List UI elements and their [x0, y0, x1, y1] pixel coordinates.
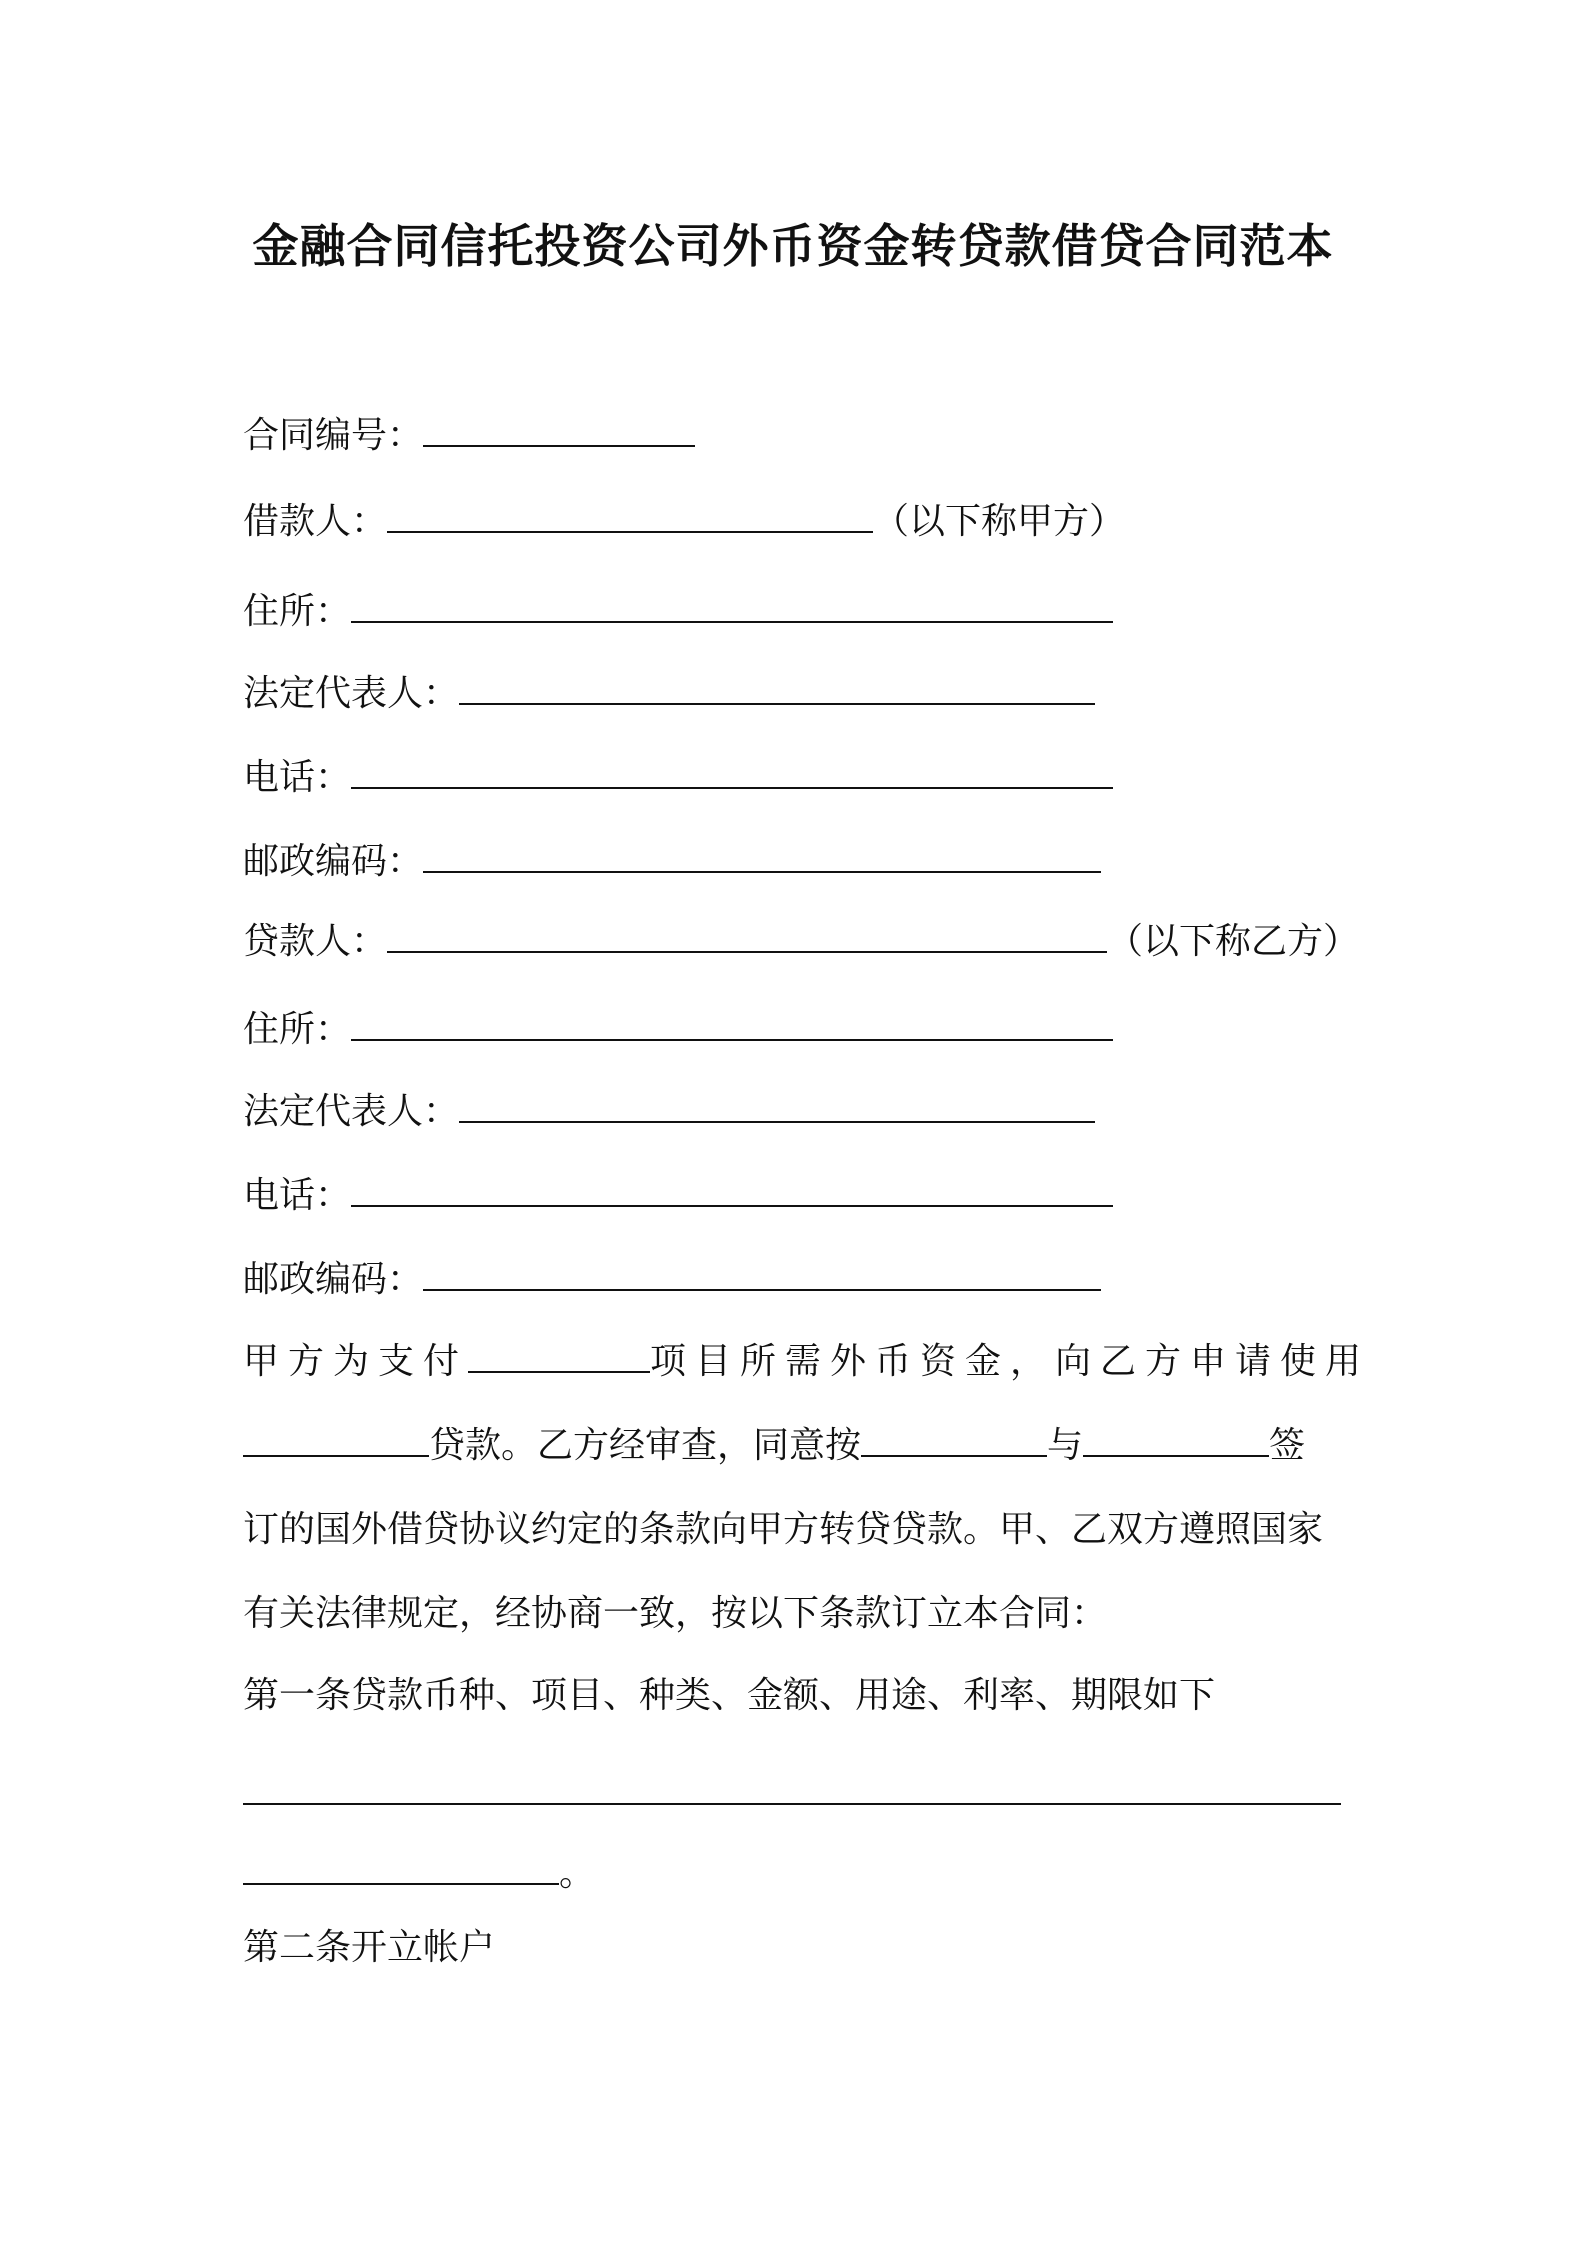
borrower-address-blank[interactable] — [351, 591, 1113, 623]
lender-phone-label: 电话： — [243, 1175, 352, 1216]
lender-postcode-line — [243, 1256, 1101, 1304]
intro-line-2 — [243, 1422, 1355, 1470]
intro-line-1-a: 甲方为支付 — [243, 1341, 469, 1382]
article-1-blank-line-2 — [243, 1850, 1355, 1898]
contract-number-line — [243, 412, 695, 460]
article-1-heading: 第一条贷款币种、项目、种类、金额、用途、利率、期限如下 — [243, 1675, 1216, 1716]
article-1-details-blank-2[interactable] — [243, 1853, 559, 1885]
borrower-name-line — [243, 498, 1125, 546]
borrower-address-line — [243, 588, 1113, 636]
party-two-blank[interactable] — [1083, 1425, 1269, 1457]
lender-name-suffix: （以下称乙方） — [1107, 921, 1360, 962]
intro-line-1-b: 项目所需外币资金，向乙方申请使用 — [650, 1341, 1371, 1382]
lender-phone-line — [243, 1172, 1113, 1220]
article-1-end-mark: 。 — [559, 1853, 596, 1894]
article-1-details-blank[interactable] — [243, 1773, 1341, 1805]
borrower-name-label: 借款人： — [243, 501, 388, 542]
lender-address-line — [243, 1006, 1113, 1054]
borrower-name-blank[interactable] — [387, 501, 873, 533]
article-1-blank-line — [243, 1770, 1355, 1818]
borrower-phone-label: 电话： — [243, 757, 352, 798]
lender-address-blank[interactable] — [351, 1009, 1113, 1041]
party-one-blank[interactable] — [861, 1425, 1047, 1457]
borrower-legal-rep-line — [243, 670, 1095, 718]
borrower-postcode-blank[interactable] — [423, 841, 1101, 873]
lender-phone-blank[interactable] — [351, 1175, 1113, 1207]
intro-line-3: 订的国外借贷协议约定的条款向甲方转贷贷款。甲、乙双方遵照国家 — [243, 1509, 1324, 1550]
lender-postcode-label: 邮政编码： — [243, 1259, 424, 1300]
lender-name-blank[interactable] — [387, 921, 1107, 953]
borrower-postcode-line — [243, 838, 1101, 886]
intro-line-1 — [243, 1338, 1371, 1386]
borrower-postcode-label: 邮政编码： — [243, 841, 424, 882]
lender-name-line — [243, 918, 1359, 966]
borrower-phone-line — [243, 754, 1113, 802]
loan-type-blank[interactable] — [243, 1425, 429, 1457]
borrower-legal-rep-label: 法定代表人： — [243, 673, 460, 714]
lender-legal-rep-blank[interactable] — [459, 1091, 1095, 1123]
contract-number-blank[interactable] — [423, 415, 695, 447]
intro-line-4: 有关法律规定，经协商一致，按以下条款订立本合同： — [243, 1593, 1108, 1634]
borrower-phone-blank[interactable] — [351, 757, 1113, 789]
borrower-name-suffix: （以下称甲方） — [873, 501, 1126, 542]
borrower-legal-rep-blank[interactable] — [459, 673, 1095, 705]
borrower-address-label: 住所： — [243, 591, 352, 632]
article-2-heading: 第二条开立帐户 — [243, 1927, 496, 1968]
lender-legal-rep-line — [243, 1088, 1095, 1136]
lender-address-label: 住所： — [243, 1009, 352, 1050]
project-blank[interactable] — [468, 1341, 650, 1373]
lender-postcode-blank[interactable] — [423, 1259, 1101, 1291]
document-title: 金融合同信托投资公司外币资金转贷款借贷合同范本 — [252, 219, 1334, 273]
lender-legal-rep-label: 法定代表人： — [243, 1091, 460, 1132]
intro-line-2-b: 与 — [1047, 1425, 1084, 1466]
lender-name-label: 贷款人： — [243, 921, 388, 962]
intro-line-2-c: 签 — [1269, 1425, 1306, 1466]
intro-line-2-a: 贷款。乙方经审查，同意按 — [429, 1425, 862, 1466]
contract-number-label: 合同编号： — [243, 415, 424, 456]
